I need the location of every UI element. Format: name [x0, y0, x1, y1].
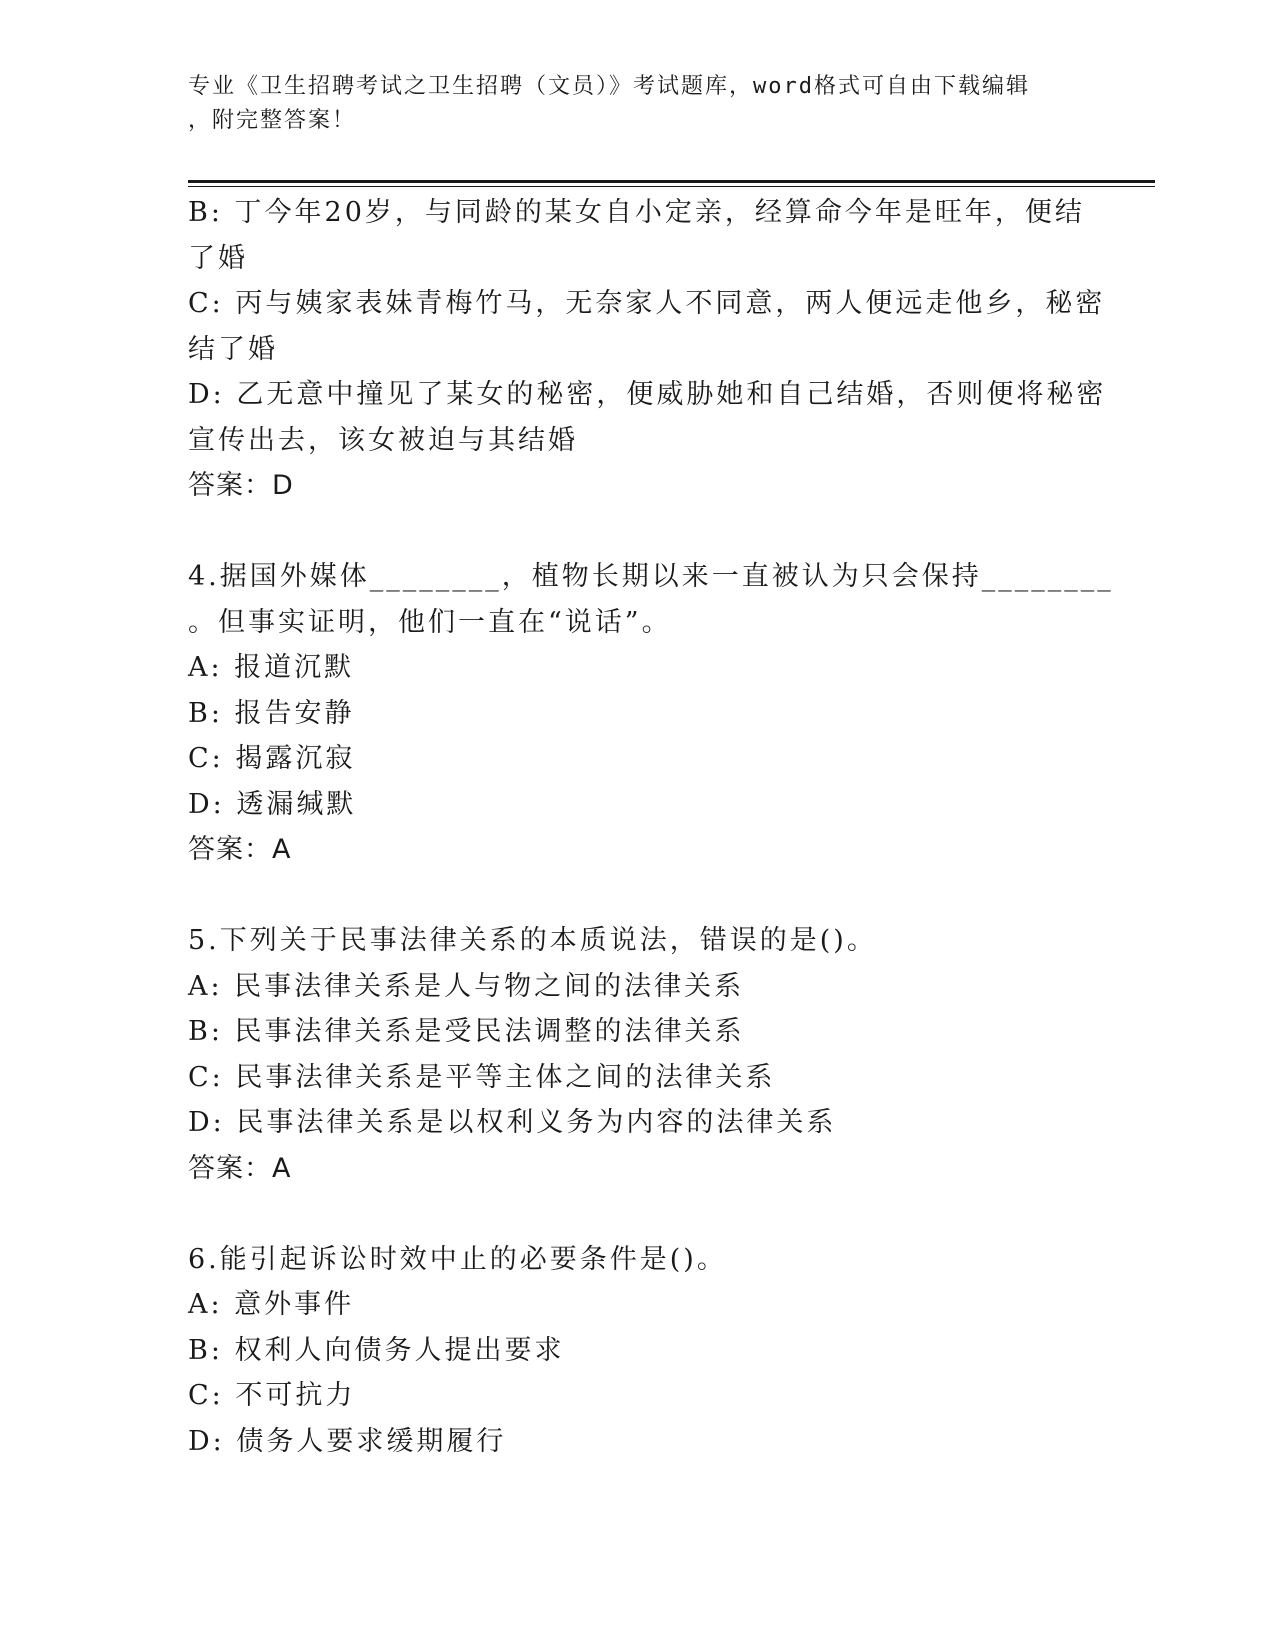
header-rule-thick — [188, 180, 1155, 183]
question-stem: 6.能引起诉讼时效中止的必要条件是()。 — [188, 1243, 727, 1275]
spacer — [188, 509, 1088, 555]
option-c: C: 民事法律关系是平等主体之间的法律关系 — [188, 1061, 776, 1093]
spacer — [188, 873, 1088, 919]
question-4 — [188, 554, 1114, 873]
option-a: A: 报道沉默 — [188, 652, 355, 683]
header-rule-thin — [188, 186, 1155, 187]
option-b: B: 民事法律关系是受民法调整的法律关系 — [188, 1016, 745, 1047]
option-c: C: 不可抗力 — [188, 1380, 356, 1411]
question-stem: 5.下列关于民事法律关系的本质说法，错误的是()。 — [188, 925, 877, 956]
option-b: B: 报告安静 — [188, 697, 355, 729]
option-c: C: 揭露沉寂 — [188, 743, 356, 774]
answer: 答案：A — [188, 1152, 292, 1184]
spacer — [188, 1191, 1088, 1237]
question-stem-line-1: 4.据国外媒体________，植物长期以来一直被认为只会保持________ — [188, 561, 1114, 592]
answer: 答案：D — [188, 470, 294, 501]
option-d: D: 债务人要求缓期履行 — [188, 1425, 507, 1457]
document-header — [188, 70, 1068, 138]
answer: 答案：A — [188, 834, 292, 865]
option-a: A: 民事法律关系是人与物之间的法律关系 — [188, 970, 745, 1002]
option-d: D: 民事法律关系是以权利义务为内容的法律关系 — [188, 1107, 837, 1138]
question-5 — [188, 918, 1088, 1191]
option-d-line-2: 宣传出去，该女被迫与其结婚 — [188, 424, 578, 456]
option-b-line-2: 了婚 — [188, 242, 248, 274]
option-c-line-1: C: 丙与姨家表妹青梅竹马，无奈家人不同意，两人便远走他乡，秘密 — [188, 288, 1106, 319]
option-b: B: 权利人向债务人提出要求 — [188, 1334, 565, 1366]
option-d: D: 透漏缄默 — [188, 788, 357, 820]
question-3 — [188, 190, 1107, 509]
question-6 — [188, 1237, 1088, 1465]
option-c-line-2: 结了婚 — [188, 333, 278, 365]
header-line-2: ，附完整答案！ — [188, 108, 357, 133]
question-stem-line-2: 。但事实证明，他们一直在“说话”。 — [188, 606, 672, 638]
option-a: A: 意外事件 — [188, 1289, 355, 1320]
option-b-line-1: B: 丁今年20岁，与同龄的某女自小定亲，经算命今年是旺年，便结 — [188, 197, 1085, 228]
header-line-1: 专业《卫生招聘考试之卫生招聘（文员）》考试题库，word格式可自由下载编辑 — [188, 74, 1030, 99]
option-d-line-1: D: 乙无意中撞见了某女的秘密，便威胁她和自己结婚，否则便将秘密 — [188, 379, 1107, 410]
question-list — [188, 190, 1114, 1464]
